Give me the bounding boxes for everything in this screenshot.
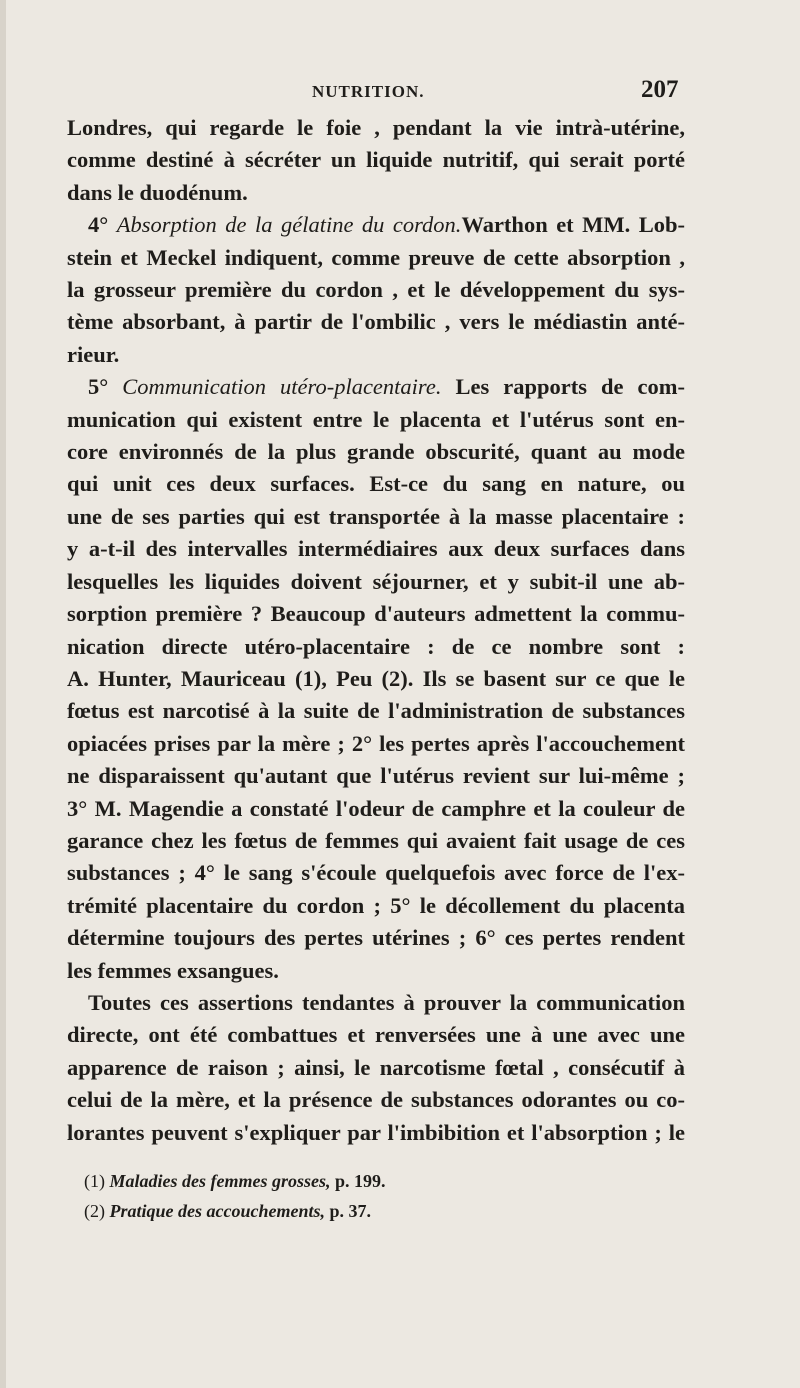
text-line: lesquelles les liquides doivent séjourner, et y subit-il une ab-	[67, 568, 685, 594]
section-title: Communication utéro-placentaire.	[122, 374, 442, 400]
footnote-mark: (2)	[84, 1201, 105, 1221]
text-line: Londres, qui regarde le foie , pendant la vie intrà-utérine,	[67, 115, 685, 140]
running-head: NUTRITION.	[312, 82, 425, 101]
footnote	[84, 1166, 386, 1196]
text-run: Warthon et MM. Lob-	[461, 212, 686, 238]
body-text	[67, 112, 685, 1149]
text-line: tème absorbant, à partir de l'ombilic , vers le médiastin anté-	[67, 309, 685, 335]
text-run: Les rapports de com-	[455, 374, 686, 400]
footnote-page: p. 199.	[334, 1171, 386, 1191]
text-line: rieur.	[67, 341, 120, 367]
text-line: les femmes exsangues.	[67, 957, 279, 983]
text-line	[67, 209, 685, 241]
footnotes	[84, 1166, 386, 1226]
text-line: directe, ont été combattues et renversées une à une avec une	[67, 1022, 685, 1048]
text-line: Toutes ces assertions tendantes à prouver la communication	[88, 989, 685, 1015]
text-line: trémité placentaire du cordon ; 5° le décollement du placenta	[67, 892, 685, 918]
text-line: 3° M. Magendie a constaté l'odeur de camphre et la couleur de	[67, 795, 685, 821]
text-line: munication qui existent entre le placenta et l'utérus sont en-	[67, 406, 685, 432]
footnote-title: Pratique des accouchements,	[109, 1201, 325, 1221]
footnote-mark: (1)	[84, 1171, 105, 1191]
section-number: 5°	[88, 374, 109, 400]
text-line: une de ses parties qui est transportée à la masse placentaire :	[67, 503, 685, 529]
text-line: comme destiné à sécréter un liquide nutritif, qui serait porté	[67, 147, 685, 173]
text-line: ne disparaissent qu'autant que l'utérus revient sur lui-même ;	[67, 763, 685, 789]
text-line: apparence de raison ; ainsi, le narcotisme fœtal , consécutif à	[67, 1054, 685, 1080]
text-line	[67, 371, 685, 403]
footnote-title: Maladies des femmes grosses,	[109, 1171, 331, 1191]
text-line: garance chez les fœtus de femmes qui avaient fait usage de ces	[67, 827, 685, 853]
text-line: core environnés de la plus grande obscurité, quant au mode	[67, 439, 685, 465]
text-line: y a-t-il des intervalles intermédiaires aux deux surfaces dans	[67, 536, 685, 562]
footnote	[84, 1196, 386, 1226]
text-line: stein et Meckel indiquent, comme preuve de cette absorption ,	[67, 244, 685, 270]
page-header	[0, 76, 800, 106]
section-number: 4°	[88, 212, 109, 238]
text-line: celui de la mère, et la présence de substances odorantes ou co-	[67, 1087, 685, 1113]
text-line: substances ; 4° le sang s'écoule quelquefois avec force de l'ex-	[67, 860, 685, 886]
text-line: fœtus est narcotisé à la suite de l'administration de substances	[67, 698, 685, 724]
text-line: nication directe utéro-placentaire : de ce nombre sont :	[67, 633, 685, 659]
text-line: détermine toujours des pertes utérines ; 6° ces pertes rendent	[67, 925, 685, 951]
footnote-page: p. 37.	[329, 1201, 371, 1221]
text-line: dans le duodénum.	[67, 179, 248, 205]
text-line: sorption première ? Beaucoup d'auteurs admettent la commu-	[67, 601, 685, 627]
text-line: A. Hunter, Mauriceau (1), Peu (2). Ils se basent sur ce que le	[67, 665, 685, 691]
text-line: la grosseur première du cordon , et le développement du sys-	[67, 277, 685, 303]
section-title: Absorption de la gélatine du cordon.	[116, 212, 462, 238]
text-line: qui unit ces deux surfaces. Est-ce du sang en nature, ou	[67, 471, 685, 497]
text-line: opiacées prises par la mère ; 2° les pertes après l'accouchement	[67, 730, 685, 756]
page-edge	[0, 0, 6, 1388]
page-number: 207	[641, 76, 679, 103]
text-line: lorantes peuvent s'expliquer par l'imbibition et l'absorption ; le	[67, 1119, 685, 1145]
